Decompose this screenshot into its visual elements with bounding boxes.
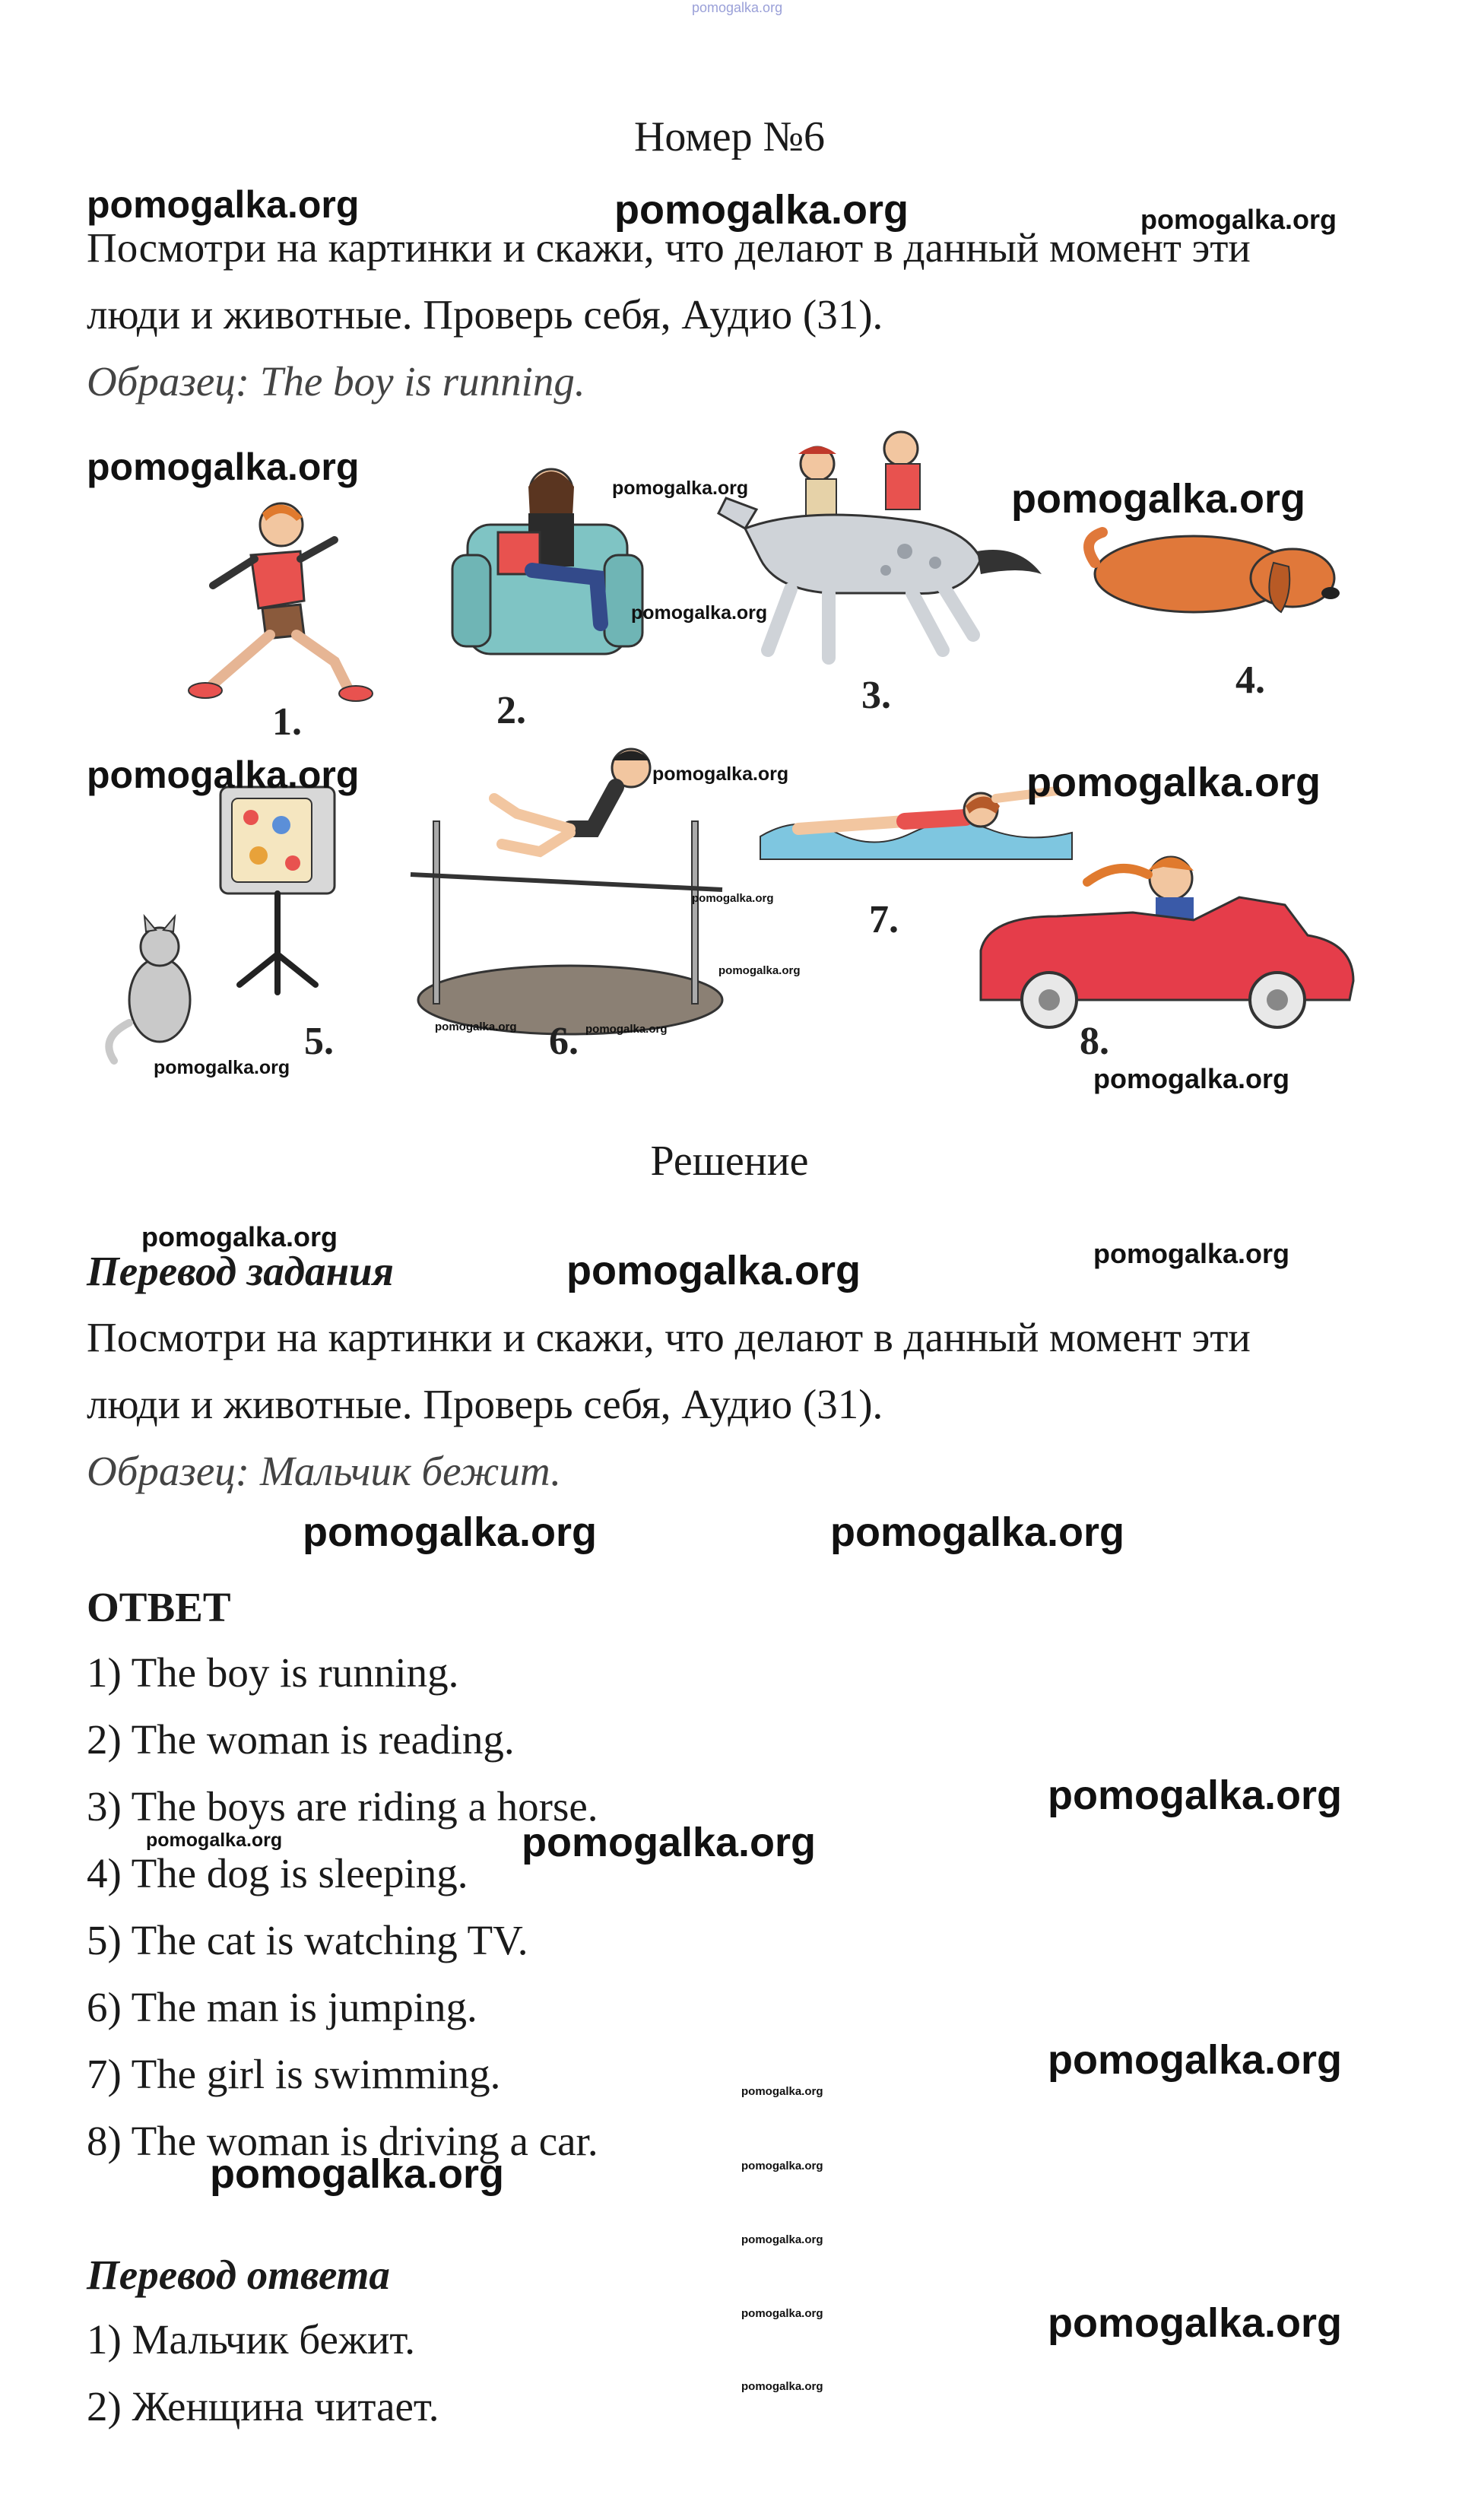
watermark: pomogalka.org bbox=[692, 892, 774, 905]
watermark: pomogalka.org bbox=[741, 2160, 823, 2172]
watermark: pomogalka.org bbox=[1048, 2300, 1343, 2346]
watermark: pomogalka.org bbox=[522, 1820, 817, 1865]
watermark: pomogalka.org bbox=[631, 602, 768, 624]
watermark: pomogalka.org bbox=[614, 187, 909, 233]
watermark: pomogalka.org bbox=[741, 2307, 823, 2320]
answer-heading: ОТВЕТ bbox=[87, 1584, 231, 1630]
watermark: pomogalka.org bbox=[1048, 1773, 1343, 1818]
watermark: pomogalka.org bbox=[1093, 1063, 1290, 1094]
page-title: Номер №6 bbox=[633, 113, 826, 160]
answer-item: 4) The dog is sleeping. bbox=[87, 1850, 468, 1896]
watermark: pomogalka.org bbox=[830, 1509, 1125, 1555]
translation-heading: Перевод задания bbox=[87, 1248, 394, 1294]
picture-label-6: 6. bbox=[549, 1020, 579, 1063]
watermark: pomogalka.org bbox=[210, 2151, 505, 2197]
answer-item: 3) The boys are riding a horse. bbox=[87, 1783, 598, 1830]
answer-translation-item: 1) Мальчик бежит. bbox=[87, 2316, 416, 2363]
top-watermark: pomogalka.org bbox=[692, 0, 783, 15]
watermark: pomogalka.org bbox=[1011, 476, 1306, 522]
watermark: pomogalka.org bbox=[146, 1830, 283, 1851]
watermark: pomogalka.org bbox=[141, 1221, 338, 1252]
watermark: pomogalka.org bbox=[435, 1020, 517, 1033]
answer-item: 2) The woman is reading. bbox=[87, 1716, 515, 1763]
picture-label-5: 5. bbox=[304, 1020, 334, 1063]
answer-item: 1) The boy is running. bbox=[87, 1649, 459, 1696]
watermark: pomogalka.org bbox=[612, 478, 749, 499]
answer-item: 5) The cat is watching TV. bbox=[87, 1917, 528, 1963]
translation-example: Образец: Мальчик бежит. bbox=[87, 1448, 561, 1494]
watermark: pomogalka.org bbox=[87, 183, 360, 226]
horse-riders-illustration bbox=[715, 422, 1049, 681]
picture-label-2: 2. bbox=[496, 689, 526, 732]
task-line-2: люди и животные. Проверь себя, Аудио (31). bbox=[87, 291, 883, 338]
watermark: pomogalka.org bbox=[585, 1023, 668, 1036]
watermark: pomogalka.org bbox=[87, 446, 360, 488]
answer-translation-heading: Перевод ответа bbox=[87, 2252, 390, 2298]
watermark: pomogalka.org bbox=[652, 763, 789, 785]
answer-item: 8) The woman is driving a car. bbox=[87, 2118, 598, 2164]
translation-line-1: Посмотри на картинки и скажи, что делают в данный момент эти bbox=[87, 1314, 1251, 1360]
watermark: pomogalka.org bbox=[87, 754, 360, 796]
picture-label-7: 7. bbox=[869, 898, 899, 941]
watermark: pomogalka.org bbox=[741, 2085, 823, 2098]
task-example: Образец: The boy is running. bbox=[87, 358, 585, 405]
picture-label-3: 3. bbox=[861, 674, 891, 717]
watermark: pomogalka.org bbox=[1093, 1238, 1290, 1269]
watermark: pomogalka.org bbox=[154, 1057, 290, 1078]
watermark: pomogalka.org bbox=[741, 2380, 823, 2393]
picture-label-8: 8. bbox=[1080, 1020, 1109, 1063]
sleeping-dog-illustration bbox=[1087, 509, 1346, 624]
watermark: pomogalka.org bbox=[1026, 760, 1321, 805]
solution-heading: Решение bbox=[650, 1138, 809, 1185]
picture-label-1: 1. bbox=[272, 700, 302, 744]
watermark: pomogalka.org bbox=[1140, 204, 1337, 235]
picture-label-4: 4. bbox=[1235, 659, 1265, 702]
watermark: pomogalka.org bbox=[1048, 2037, 1343, 2083]
watermark: pomogalka.org bbox=[303, 1509, 598, 1555]
watermark: pomogalka.org bbox=[566, 1248, 861, 1293]
running-boy-illustration bbox=[167, 494, 373, 707]
answer-translation-item: 2) Женщина читает. bbox=[87, 2383, 439, 2430]
driving-car-illustration bbox=[966, 836, 1361, 1034]
watermark: pomogalka.org bbox=[741, 2233, 823, 2246]
answer-item: 6) The man is jumping. bbox=[87, 1984, 477, 2030]
translation-line-2: люди и животные. Проверь себя, Аудио (31). bbox=[87, 1381, 883, 1427]
watermark: pomogalka.org bbox=[718, 964, 801, 977]
answer-item: 7) The girl is swimming. bbox=[87, 2051, 501, 2097]
task-line-1: Посмотри на картинки и скажи, что делают в данный момент эти bbox=[87, 224, 1251, 271]
